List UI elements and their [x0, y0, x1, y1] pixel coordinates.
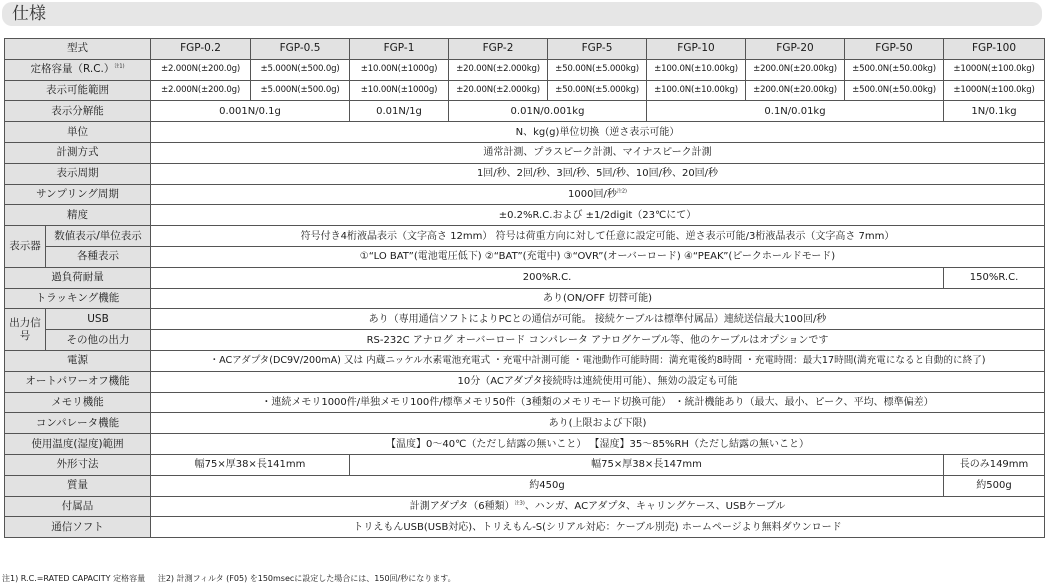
row-label-software: 通信ソフト — [5, 517, 151, 538]
row-capacity — [5, 59, 1045, 80]
row-temperature — [5, 434, 1045, 455]
resolution-value: 0.1N/0.01kg — [647, 101, 944, 122]
model-header: FGP-50 — [845, 39, 944, 60]
auto-off-value: 10分（ACアダプタ接続時は連続使用可能）、無効の設定も可能 — [151, 371, 1045, 392]
spec-table — [4, 38, 1045, 538]
row-label-model: 型式 — [5, 39, 151, 60]
display-range-value: ±5.000N(±500.0g) — [251, 80, 350, 101]
row-label-display-numeric: 数値表示/単位表示 — [46, 226, 151, 247]
row-comparator — [5, 413, 1045, 434]
row-accuracy — [5, 205, 1045, 226]
overload-value: 150%R.C. — [944, 267, 1045, 288]
sampling-value-cell — [151, 184, 1045, 205]
row-software — [5, 517, 1045, 538]
display-cycle-value: 1回/秒、2回/秒、3回/秒、5回/秒、10回/秒、20回/秒 — [151, 163, 1045, 184]
row-label-memory: メモリ機能 — [5, 392, 151, 413]
row-display-range — [5, 80, 1045, 101]
row-display-various — [5, 246, 1045, 267]
footnote-marker: 注3) — [514, 500, 525, 507]
other-output-value: RS-232C アナログ オーバーロード コンパレータ アナログケーブル等、他のケーブルはオプションです — [151, 330, 1045, 351]
display-range-value: ±100.0N(±10.00kg) — [647, 80, 746, 101]
row-label-accuracy: 精度 — [5, 205, 151, 226]
usb-value: あり（専用通信ソフトによりPCとの通信が可能。 接続ケーブルは標準付属品）連続送信最大100回/秒 — [151, 309, 1045, 330]
capacity-value: ±500.0N(±50.00kg) — [845, 59, 944, 80]
capacity-label-text: 定格容量（R.C.） — [30, 63, 115, 76]
software-value: トリえもんUSB(USB対応)、トリえもん-S(シリアル対応：ケーブル別売) ホームページより無料ダウンロード — [151, 517, 1045, 538]
mass-value: 約450g — [151, 475, 944, 496]
display-range-value: ±1000N(±100.0kg) — [944, 80, 1045, 101]
row-resolution — [5, 101, 1045, 122]
spec-title-bar — [2, 2, 1042, 26]
row-label-display-cycle: 表示周期 — [5, 163, 151, 184]
row-label-mass: 質量 — [5, 475, 151, 496]
model-header: FGP-100 — [944, 39, 1045, 60]
row-display-cycle — [5, 163, 1045, 184]
capacity-value: ±20.00N(±2.000kg) — [449, 59, 548, 80]
row-dimensions — [5, 454, 1045, 475]
footnote-marker: 注1) — [114, 63, 125, 70]
accuracy-value: ±0.2%R.C.および ±1/2digit（23℃にて） — [151, 205, 1045, 226]
row-label-display-range: 表示可能範囲 — [5, 80, 151, 101]
row-label-comparator: コンパレータ機能 — [5, 413, 151, 434]
row-unit — [5, 122, 1045, 143]
resolution-value: 0.001N/0.1g — [151, 101, 350, 122]
capacity-value: ±200.0N(±20.00kg) — [746, 59, 845, 80]
model-header: FGP-20 — [746, 39, 845, 60]
row-label-resolution: 表示分解能 — [5, 101, 151, 122]
resolution-value: 0.01N/1g — [350, 101, 449, 122]
row-label-power: 電源 — [5, 350, 151, 371]
model-header: FGP-2 — [449, 39, 548, 60]
power-value: ・ACアダプタ(DC9V/200mA) 又は 内蔵ニッケル水素電池充電式 ・充電中計測可能 ・電池動作可能時間：満充電後約8時間 ・充電時間：最大17時間(満充電になると自動的に終了) — [151, 350, 1045, 371]
capacity-value: ±50.00N(±5.000kg) — [548, 59, 647, 80]
resolution-value: 0.01N/0.001kg — [449, 101, 647, 122]
row-label-usb: USB — [46, 309, 151, 330]
model-header: FGP-0.5 — [251, 39, 350, 60]
display-range-value: ±20.00N(±2.000kg) — [449, 80, 548, 101]
group-label-display: 表示器 — [5, 226, 46, 268]
model-header: FGP-0.2 — [151, 39, 251, 60]
resolution-value: 1N/0.1kg — [944, 101, 1045, 122]
dimensions-value: 幅75×厚38×長147mm — [350, 454, 944, 475]
dimensions-value: 幅75×厚38×長141mm — [151, 454, 350, 475]
mass-value: 約500g — [944, 475, 1045, 496]
sampling-value: 1000回/秒 — [568, 188, 617, 200]
model-header: FGP-10 — [647, 39, 746, 60]
row-label-display-various: 各種表示 — [46, 246, 151, 267]
method-value: 通常計測、プラスピーク計測、マイナスピーク計測 — [151, 142, 1045, 163]
display-range-value: ±200.0N(±20.00kg) — [746, 80, 845, 101]
display-range-value: ±50.00N(±5.000kg) — [548, 80, 647, 101]
row-label-capacity — [5, 59, 151, 80]
row-label-other-output: その他の出力 — [46, 330, 151, 351]
row-sampling — [5, 184, 1045, 205]
footnote-2: 注2) 計測フィルタ (F05) を150msecに設定した場合には、150回/秒になります。 — [157, 574, 456, 583]
row-mass — [5, 475, 1045, 496]
display-range-value: ±10.00N(±1000g) — [350, 80, 449, 101]
page-title: 仕様 — [12, 4, 46, 24]
temperature-value: 【温度】0～40℃（ただし結露の無いこと） 【湿度】35～85%RH（ただし結露の無いこと） — [151, 434, 1045, 455]
row-memory — [5, 392, 1045, 413]
row-label-dimensions: 外形寸法 — [5, 454, 151, 475]
row-output-usb — [5, 309, 1045, 330]
row-model — [5, 39, 1045, 60]
footnote-1: 注1) R.C.=RATED CAPACITY 定格容量 — [2, 574, 146, 583]
capacity-value: ±1000N(±100.0kg) — [944, 59, 1045, 80]
row-output-other — [5, 330, 1045, 351]
display-various-value: ①“LO BAT”(電池電圧低下) ②“BAT”(充電中) ③“OVR”(オーバーロード) ④“PEAK”(ピークホールドモード) — [151, 246, 1045, 267]
capacity-value: ±100.0N(±10.00kg) — [647, 59, 746, 80]
row-tracking — [5, 288, 1045, 309]
row-label-tracking: トラッキング機能 — [5, 288, 151, 309]
capacity-value: ±5.000N(±500.0g) — [251, 59, 350, 80]
row-label-overload: 過負荷耐量 — [5, 267, 151, 288]
capacity-value: ±10.00N(±1000g) — [350, 59, 449, 80]
memory-value: ・連続メモリ1000件/単独メモリ100件/標準メモリ50件（3種類のメモリモード切換可能） ・統計機能あり（最大、最小、ピーク、平均、標準偏差） — [151, 392, 1045, 413]
row-method — [5, 142, 1045, 163]
capacity-value: ±2.000N(±200.0g) — [151, 59, 251, 80]
model-header: FGP-5 — [548, 39, 647, 60]
row-label-temperature: 使用温度(湿度)範囲 — [5, 434, 151, 455]
accessories-value: 計測アダプタ（6種類） — [409, 500, 515, 512]
row-display-numeric — [5, 226, 1045, 247]
unit-value: N、kg(g)単位切換（逆さ表示可能） — [151, 122, 1045, 143]
display-range-value: ±500.0N(±50.00kg) — [845, 80, 944, 101]
comparator-value: あり(上限および下限) — [151, 413, 1045, 434]
row-label-accessories: 付属品 — [5, 496, 151, 517]
accessories-value-cell — [151, 496, 1045, 517]
footnote-marker: 注2) — [616, 188, 627, 195]
row-label-unit: 単位 — [5, 122, 151, 143]
row-label-sampling: サンプリング周期 — [5, 184, 151, 205]
spec-table-wrapper — [4, 38, 1045, 538]
dimensions-value: 長のみ149mm — [944, 454, 1045, 475]
display-range-value: ±2.000N(±200.0g) — [151, 80, 251, 101]
row-label-method: 計測方式 — [5, 142, 151, 163]
overload-value: 200%R.C. — [151, 267, 944, 288]
row-accessories — [5, 496, 1045, 517]
accessories-value-rest: 、ハンガ、ACアダプタ、キャリングケース、USBケーブル — [524, 500, 786, 512]
model-header: FGP-1 — [350, 39, 449, 60]
row-overload — [5, 267, 1045, 288]
row-power — [5, 350, 1045, 371]
group-label-output: 出力信号 — [5, 309, 46, 351]
display-numeric-value: 符号付き4桁液晶表示（文字高さ 12mm） 符号は荷重方向に対して任意に設定可能、逆さ表示可能/3桁液晶表示（文字高さ 7mm） — [151, 226, 1045, 247]
footnotes — [2, 573, 456, 585]
row-label-auto-off: オートパワーオフ機能 — [5, 371, 151, 392]
tracking-value: あり(ON/OFF 切替可能) — [151, 288, 1045, 309]
row-auto-off — [5, 371, 1045, 392]
